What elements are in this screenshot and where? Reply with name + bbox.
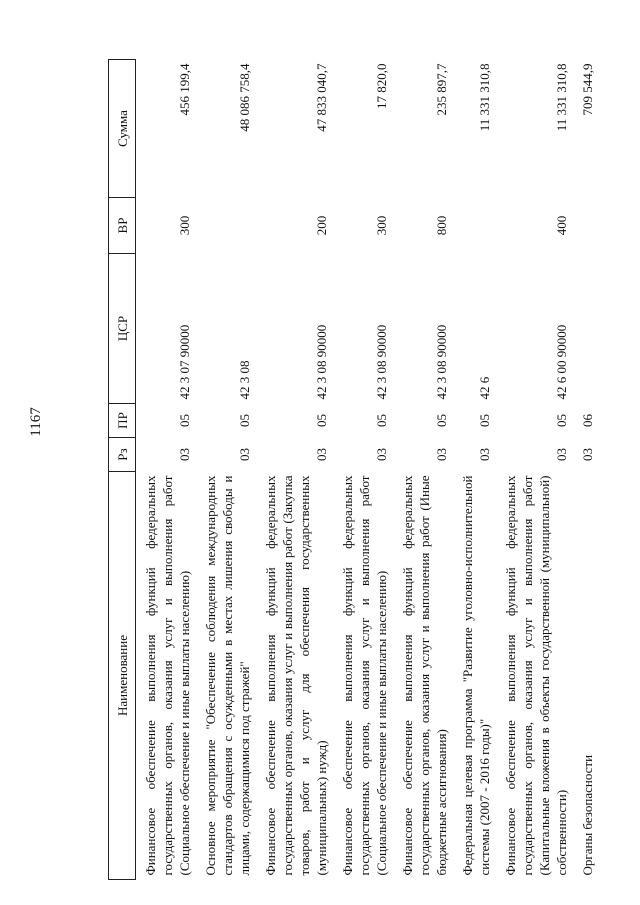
- row-csr: 42 6: [477, 376, 492, 400]
- header-pr: ПР: [109, 404, 136, 438]
- rotated-table-container: [108, 60, 599, 880]
- row-rz: 03: [580, 448, 595, 461]
- table-row: [453, 60, 496, 880]
- row-sum: 47 833 040,7: [314, 63, 329, 132]
- row-csr: 42 3 08 90000: [374, 324, 389, 400]
- row-sum: 709 544,9: [580, 63, 595, 116]
- row-sum: 17 820,0: [374, 63, 389, 109]
- row-name: Финансовое обеспечение выполнения функций федеральных государственных органов, оказания услуг и выполнения работ (Иные бюджетные ассигнования): [400, 475, 449, 876]
- table-row: [196, 60, 256, 880]
- row-name: Финансовое обеспечение выполнения функций федеральных государственных органов, оказания услуг и выполнения работ (Капитальные вложения в объекты государственной (муниципальной) собственности): [503, 475, 569, 876]
- row-csr: 42 3 08 90000: [434, 324, 449, 400]
- header-csr: ЦСР: [109, 254, 136, 404]
- header-vr: ВР: [109, 198, 136, 254]
- row-pr: 05: [314, 414, 329, 427]
- header-sum: Сумма: [109, 60, 136, 198]
- row-rz: 03: [314, 448, 329, 461]
- row-vr: [573, 198, 599, 254]
- budget-table: [108, 59, 599, 880]
- row-pr: 05: [477, 414, 492, 427]
- row-name: Финансовое обеспечение выполнения функций федеральных государственных органов, оказания услуг и выполнения работ (Закупка товаров, работ и услуг для обеспечения государственных (муниципальных) нужд): [263, 475, 329, 876]
- row-pr: 06: [580, 414, 595, 427]
- header-name: Наименование: [109, 472, 136, 880]
- table-row: [136, 60, 197, 880]
- row-vr: [453, 198, 496, 254]
- row-csr: 42 3 07 90000: [177, 324, 192, 400]
- table-row: [393, 60, 453, 880]
- table-body: [136, 60, 600, 880]
- row-pr: 05: [554, 414, 569, 427]
- row-csr: 42 3 08: [237, 360, 252, 400]
- row-rz: 03: [177, 448, 192, 461]
- table-row: [573, 60, 599, 880]
- row-csr: [573, 254, 599, 404]
- row-pr: 05: [434, 414, 449, 427]
- row-name: Финансовое обеспечение выполнения функций федеральных государственных органов, оказания услуг и выполнения работ (Социальное обеспечение и иные выплаты населению): [143, 475, 192, 876]
- table-row: [333, 60, 393, 880]
- row-vr: 300: [374, 215, 389, 236]
- row-sum: 11 331 310,8: [554, 63, 569, 132]
- row-rz: 03: [237, 448, 252, 461]
- table-row: [256, 60, 333, 880]
- row-vr: 400: [554, 215, 569, 236]
- row-pr: 05: [374, 414, 389, 427]
- row-name: Финансовое обеспечение выполнения функций федеральных государственных органов, оказания услуг и выполнения работ (Социальное обеспечение и иные выплаты населению): [340, 475, 389, 876]
- row-sum: 48 086 758,4: [237, 63, 252, 132]
- row-vr: 300: [177, 215, 192, 236]
- row-vr: 800: [434, 215, 449, 236]
- row-rz: 03: [434, 448, 449, 461]
- row-vr: 200: [314, 215, 329, 236]
- row-name: Основное мероприятие "Обеспечение соблюдения международных стандартов обращения с осужденными в местах лишения свободы и лицами, содержащимися под стражей": [203, 475, 252, 876]
- header-rz: Рз: [109, 438, 136, 472]
- row-rz: 03: [554, 448, 569, 461]
- table-header: [109, 60, 136, 880]
- row-pr: 05: [237, 414, 252, 427]
- row-pr: 05: [177, 414, 192, 427]
- row-name: Федеральная целевая программа "Развитие уголовно-исполнительной системы (2007 - 2016 годы)": [460, 475, 492, 876]
- row-csr: 42 6 00 90000: [554, 324, 569, 400]
- page-number: 1167: [28, 407, 44, 437]
- row-csr: 42 3 08 90000: [314, 324, 329, 400]
- row-sum: 235 897,7: [434, 63, 449, 116]
- table-row: [496, 60, 573, 880]
- row-name: Органы безопасности: [580, 754, 595, 876]
- row-vr: [196, 198, 256, 254]
- row-rz: 03: [477, 448, 492, 461]
- row-sum: 456 199,4: [177, 63, 192, 116]
- row-sum: 11 331 310,8: [477, 63, 492, 132]
- row-rz: 03: [374, 448, 389, 461]
